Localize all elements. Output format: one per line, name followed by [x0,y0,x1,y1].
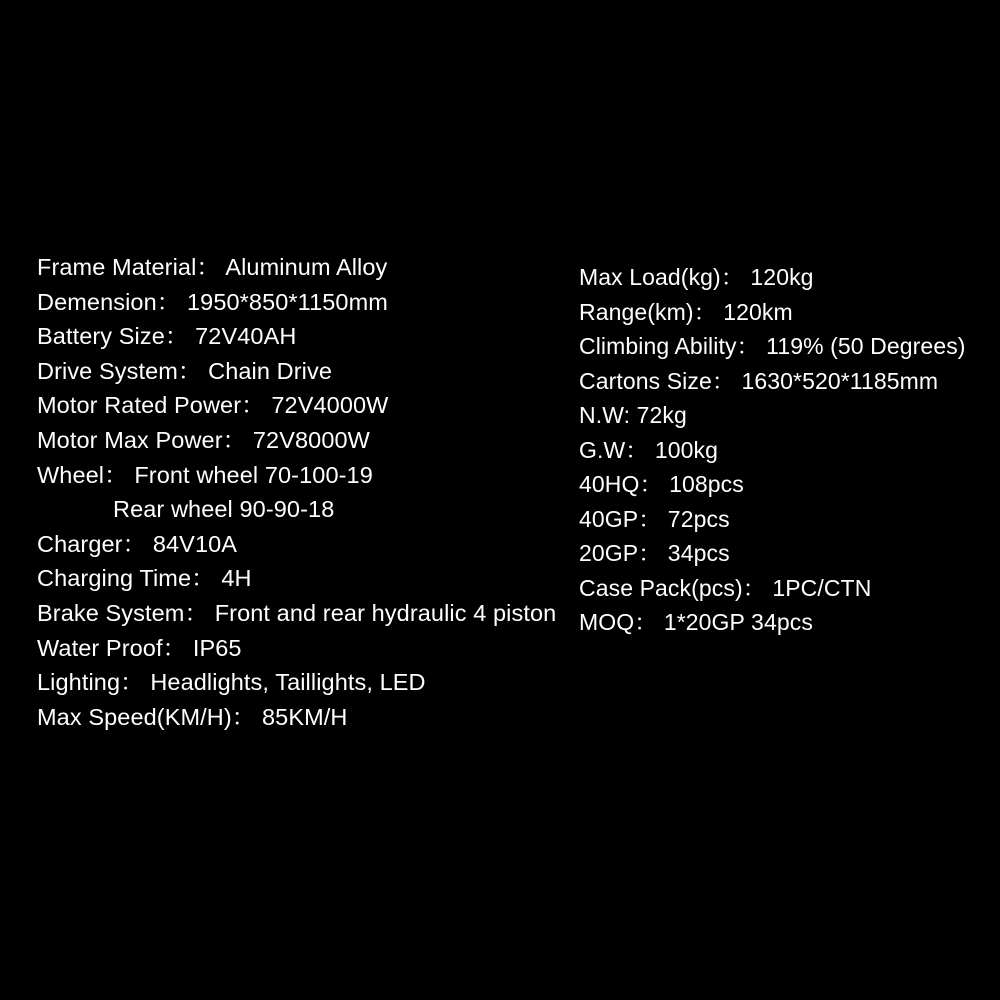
spec-line: Motor Max Power： 72V8000W [37,426,370,453]
spec-line: Charger： 84V10A [37,530,238,557]
spec-line: Drive System： Chain Drive [37,357,333,384]
spec-line: 40HQ： 108pcs [579,471,744,497]
spec-line: N.W: 72kg [579,402,687,428]
spec-line: Demension： 1950*850*1150mm [37,288,388,315]
spec-line: Wheel： Front wheel 70-100-19 [37,461,373,488]
spec-line: Climbing Ability： 119% (50 Degrees) [579,333,966,359]
spec-line: Lighting： Headlights, Taillights, LED [37,669,426,696]
spec-line-continuation: Rear wheel 90-90-18 [113,496,335,523]
spec-line: Frame Material： Aluminum Alloy [37,254,388,280]
spec-line: Motor Rated Power： 72V4000W [37,392,389,419]
spec-line: Max Load(kg)： 120kg [579,264,814,290]
spec-line: MOQ： 1*20GP 34pcs [579,609,813,635]
spec-line: Battery Size： 72V40AH [37,323,297,350]
spec-line: Case Pack(pcs)： 1PC/CTN [579,574,872,601]
spec-line: Cartons Size： 1630*520*1185mm [579,367,939,394]
spec-column-left [37,250,557,734]
spec-column-right [579,260,979,640]
spec-line: Range(km)： 120km [579,298,793,325]
spec-line: Max Speed(KM/H)： 85KM/H [37,703,348,730]
spec-line: G.W： 100kg [579,436,719,463]
spec-line: Water Proof： IP65 [37,634,242,661]
spec-line: 40GP： 72pcs [579,505,730,532]
spec-line: Brake System： Front and rear hydraulic 4 piston [37,599,557,626]
spec-line: 20GP： 34pcs [579,540,730,566]
spec-line: Charging Time： 4H [37,565,252,592]
